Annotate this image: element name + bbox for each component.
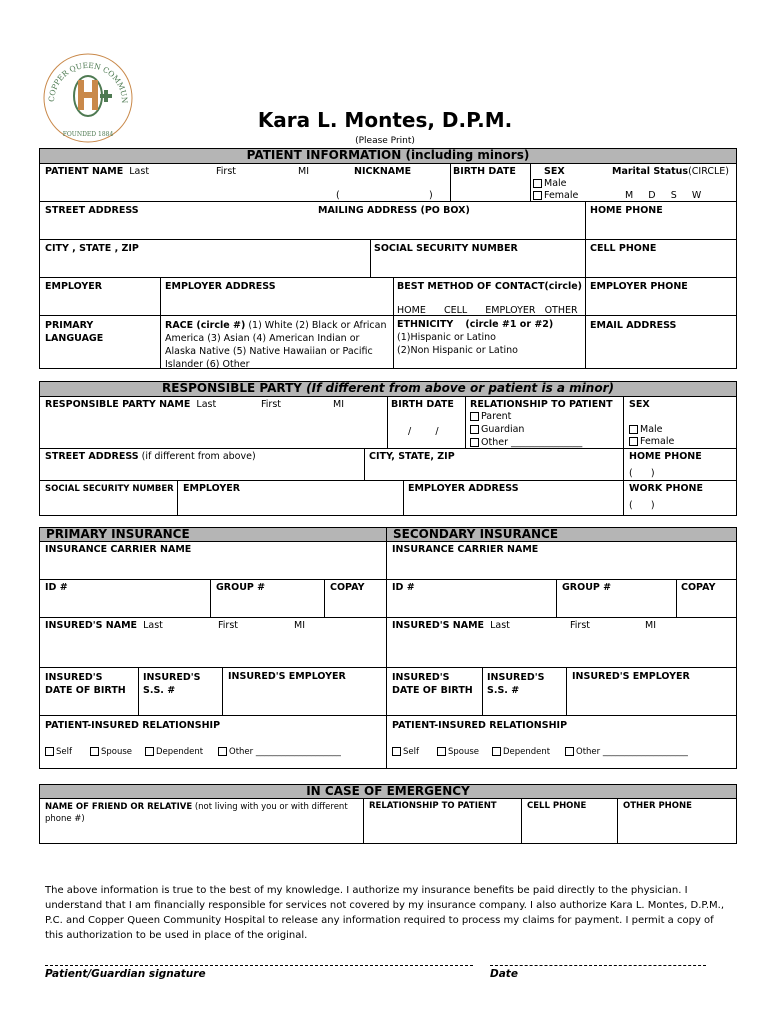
home-phone-label: HOME PHONE [590,205,663,216]
rp-parent-option[interactable]: Parent [470,411,511,422]
checkbox-icon [492,747,501,756]
checkbox-icon [629,437,638,446]
primary-group-label: GROUP # [216,582,266,593]
employer-address-label: EMPLOYER ADDRESS [165,281,276,292]
checkbox-icon [45,747,54,756]
primary-last-label: Last [143,620,163,631]
logo-text: COPPER QUEEN COMMUN [46,60,130,104]
rp-home-phone-parens: ( ) [629,468,655,479]
employer-phone-label: EMPLOYER PHONE [590,281,688,292]
emergency-cell-label: CELL PHONE [527,801,587,811]
secondary-mi-label: MI [645,620,656,631]
city-state-zip-label: CITY , STATE , ZIP [45,243,139,254]
nickname-paren-open: ( [336,190,340,201]
last-label: Last [129,166,150,177]
authorization-text: The above information is true to the best of my knowledge. I authorize my insurance benefits be paid directly to the physician. I understand that I am financially responsible for services not covered by my insurance company. I also authorize Kara L. Montes, D.P.M., P.C. and Copper Queen Community Hospital to release any information required to process my claims for payment. I permit a copy of this authorization to be used in place of the original. [45,885,725,941]
secondary-id-label: ID # [392,582,415,593]
secondary-carrier-label: INSURANCE CARRIER NAME [392,544,539,555]
rp-first-label: First [261,399,281,410]
emergency-other-phone-label: OTHER PHONE [623,801,692,811]
marital-circle-note: (CIRCLE) [688,166,729,177]
primary-employer-label: INSURED'S EMPLOYER [228,671,346,682]
rp-ssn-label: SOCIAL SECURITY NUMBER [45,484,174,494]
contact-options[interactable]: HOME CELL EMPLOYER OTHER [397,305,578,316]
signature-label: Patient/Guardian signature [45,968,206,980]
primary-insured-name-label: INSURED'S NAME [45,620,138,631]
secondary-dob-label: INSURED'S DATE OF BIRTH [392,672,473,696]
marital-label: Marital Status [612,166,689,177]
secondary-insured-name-label: INSURED'S NAME [392,620,485,631]
responsible-party-header: RESPONSIBLE PARTY (If different from above or patient is a minor) [39,381,737,397]
primary-language-label: PRIMARY LANGUAGE [45,320,104,344]
ethnicity-option-2[interactable]: (2)Non Hispanic or Latino [397,345,518,356]
primary-carrier-label: INSURANCE CARRIER NAME [45,544,192,555]
logo-founded: FOUNDED 1884 [62,131,114,138]
primary-dependent-option[interactable]: Dependent [145,747,203,757]
rp-home-phone-label: HOME PHONE [629,451,702,462]
rp-work-phone-parens: ( ) [629,500,655,511]
rp-mi-label: MI [333,399,344,410]
checkbox-icon [533,191,542,200]
secondary-self-option[interactable]: Self [392,747,419,757]
emergency-header: IN CASE OF EMERGENCY [39,784,737,799]
rp-date-slashes: / / [408,426,439,437]
primary-other-option[interactable]: Other ____________________ [218,747,341,757]
ethnicity-circle-note: (circle #1 or #2) [465,319,554,330]
checkbox-icon [629,425,638,434]
emergency-name-note: (not living with you or with different phone #) [45,802,348,824]
sex-female-option[interactable]: Female [533,190,578,201]
secondary-copay-label: COPAY [681,582,716,593]
primary-id-label: ID # [45,582,68,593]
nickname-label: NICKNAME [354,166,412,177]
best-contact-label: BEST METHOD OF CONTACT(circle) [397,281,583,292]
secondary-ss-label: INSURED'S S.S. # [487,672,545,696]
emergency-name-label: NAME OF FRIEND OR RELATIVE [45,802,193,812]
primary-first-label: First [218,620,238,631]
mi-label: MI [298,166,309,177]
rp-employer-label: EMPLOYER [183,483,241,494]
rp-street-label: STREET ADDRESS [45,451,139,462]
secondary-employer-label: INSURED'S EMPLOYER [572,671,690,682]
primary-dob-label: INSURED'S DATE OF BIRTH [45,672,126,696]
date-label: Date [490,968,518,980]
checkbox-icon [437,747,446,756]
page-title: Kara L. Montes, D.P.M. [257,108,513,132]
checkbox-icon [470,425,479,434]
primary-mi-label: MI [294,620,305,631]
secondary-insurance-header: SECONDARY INSURANCE [386,527,737,542]
checkbox-icon [470,438,479,447]
employer-label: EMPLOYER [45,281,103,292]
responsible-name-label: RESPONSIBLE PARTY NAME [45,399,191,410]
mailing-address-label: MAILING ADDRESS (PO BOX) [318,205,470,216]
cell-phone-label: CELL PHONE [590,243,657,254]
primary-ss-label: INSURED'S S.S. # [143,672,201,696]
secondary-last-label: Last [490,620,510,631]
date-line[interactable] [490,965,706,966]
checkbox-icon [392,747,401,756]
sex-label: SEX [544,166,565,177]
ethnicity-label: ETHNICITY [397,319,454,330]
primary-self-option[interactable]: Self [45,747,72,757]
primary-insurance-header: PRIMARY INSURANCE [39,527,387,542]
primary-copay-label: COPAY [330,582,365,593]
page-subtitle: (Please Print) [355,136,415,146]
secondary-other-option[interactable]: Other ____________________ [565,747,688,757]
secondary-spouse-option[interactable]: Spouse [437,747,479,757]
checkbox-icon [145,747,154,756]
rp-guardian-option[interactable]: Guardian [470,424,524,435]
rp-sex-label: SEX [629,399,650,410]
secondary-dependent-option[interactable]: Dependent [492,747,550,757]
insurance-section [39,541,737,769]
rp-work-phone-label: WORK PHONE [629,483,703,494]
rp-relationship-label: RELATIONSHIP TO PATIENT [470,399,613,410]
checkbox-icon [218,747,227,756]
emergency-relationship-label: RELATIONSHIP TO PATIENT [369,801,497,811]
birth-date-label: BIRTH DATE [453,166,516,177]
checkbox-icon [90,747,99,756]
marital-options[interactable]: M D S W [625,190,702,201]
email-label: EMAIL ADDRESS [590,320,677,331]
rp-street-note: (if different from above) [138,451,256,462]
rp-city-label: CITY, STATE, ZIP [369,451,455,462]
ssn-label: SOCIAL SECURITY NUMBER [374,243,518,254]
secondary-group-label: GROUP # [562,582,612,593]
sex-male-option[interactable]: Male [533,178,567,189]
street-address-label: STREET ADDRESS [45,205,139,216]
checkbox-icon [565,747,574,756]
rp-female-option[interactable]: Female [629,436,674,447]
race-label: RACE (circle #) [165,320,246,331]
nickname-paren-close: ) [429,190,433,201]
rp-birth-date-label: BIRTH DATE [391,399,454,410]
primary-relationship-label: PATIENT-INSURED RELATIONSHIP [45,720,221,731]
primary-spouse-option[interactable]: Spouse [90,747,132,757]
secondary-relationship-label: PATIENT-INSURED RELATIONSHIP [392,720,568,731]
checkbox-icon [533,179,542,188]
ethnicity-option-1[interactable]: (1)Hispanic or Latino [397,332,496,343]
rp-last-label: Last [196,399,217,410]
checkbox-icon [470,412,479,421]
secondary-first-label: First [570,620,590,631]
rp-male-option[interactable]: Male [629,424,663,435]
signature-line[interactable] [45,965,473,966]
patient-info-header: PATIENT INFORMATION (including minors) [39,148,737,164]
rp-employer-address-label: EMPLOYER ADDRESS [408,483,519,494]
rp-other-option[interactable]: Other _______________ [470,437,582,448]
first-label: First [216,166,236,177]
patient-name-label: PATIENT NAME [45,166,124,177]
race-options[interactable]: (1) White (2) Black or African America (3) Asian (4) American Indian or Alaska Native (5) Native Hawaiian or Pacific Islander (6) Other [165,320,387,370]
